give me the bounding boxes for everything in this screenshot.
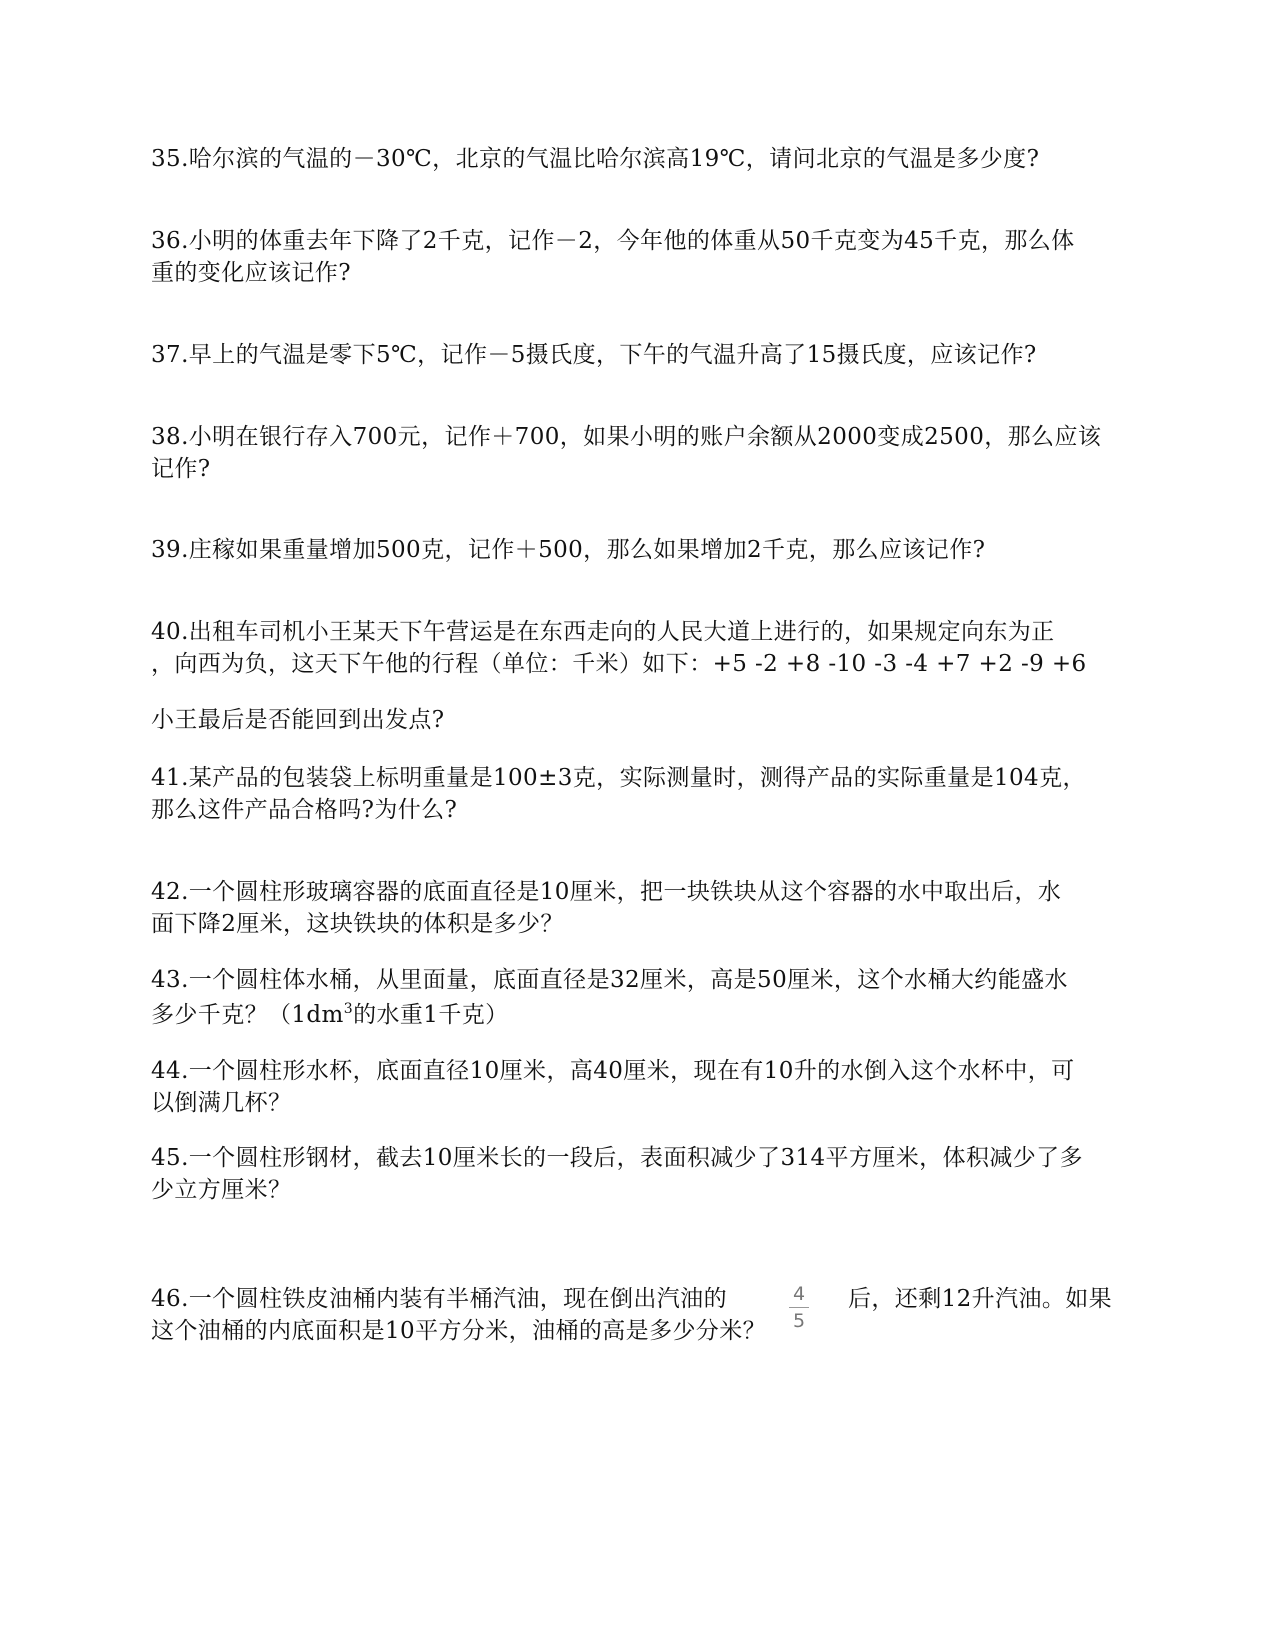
fraction-four-fifths [786,1283,812,1332]
question-40-line-2: ，向西为负，这天下午他的行程（单位：千米）如下：+5 -2 +8 -10 -3 -4 +7 +2 -9 +6 [151,651,1087,677]
question-42-line-1: 42.一个圆柱形玻璃容器的底面直径是10厘米，把一块铁块从这个容器的水中取出后，水 [151,879,1062,905]
question-36-line-2: 重的变化应该记作? [151,260,351,286]
question-44-line-2: 以倒满几杯？ [151,1090,292,1116]
question-41-line-2: 那么这件产品合格吗?为什么? [151,797,458,823]
question-35-line-1: 35.哈尔滨的气温的－30℃，北京的气温比哈尔滨高19℃，请问北京的气温是多少度? [151,146,1040,172]
question-45-line-2: 少立方厘米？ [151,1177,292,1203]
question-38-line-1: 38.小明在银行存入700元，记作＋700，如果小明的账户余额从2000变成2500，那么应该 [151,424,1102,450]
question-40-line-1: 40.出租车司机小王某天下午营运是在东西走向的人民大道上进行的，如果规定向东为正 [151,619,1055,645]
question-42-line-2: 面下降2厘米，这块铁块的体积是多少？ [151,911,564,937]
question-41-line-1: 41.某产品的包装袋上标明重量是100±3克，实际测量时，测得产品的实际重量是104克， [151,765,1086,791]
fraction-bar [789,1307,809,1308]
question-44-line-1: 44.一个圆柱形水杯，底面直径10厘米，高40厘米，现在有10升的水倒入这个水杯中，可 [151,1058,1075,1084]
question-46-line-2: 这个油桶的内底面积是10平方分米，油桶的高是多少分米？ [151,1318,767,1344]
question-43-line-2-part-a: 多少千克？（1dm [151,1002,344,1028]
question-40-line-3: 小王最后是否能回到出发点? [151,707,445,733]
question-37-line-1: 37.早上的气温是零下5℃，记作－5摄氏度，下午的气温升高了15摄氏度，应该记作? [151,342,1037,368]
question-46-line-1-part-b: 后，还剩12升汽油。如果 [848,1286,1113,1312]
fraction-denominator: 5 [792,1310,806,1332]
fraction-numerator: 4 [792,1283,806,1305]
question-38-line-2: 记作? [151,456,211,482]
question-36-line-1: 36.小明的体重去年下降了2千克，记作－2，今年他的体重从50千克变为45千克，那么体 [151,228,1075,254]
question-46-line-1-part-a: 46.一个圆柱铁皮油桶内装有半桶汽油，现在倒出汽油的 [151,1286,727,1312]
question-43-line-2-part-b: 的水重1千克） [353,1002,509,1028]
question-43-line-2 [151,999,509,1031]
question-43-line-1: 43.一个圆柱体水桶，从里面量，底面直径是32厘米，高是50厘米，这个水桶大约能盛水 [151,967,1068,993]
question-39-line-1: 39.庄稼如果重量增加500克，记作＋500，那么如果增加2千克，那么应该记作? [151,537,986,563]
question-45-line-1: 45.一个圆柱形钢材，截去10厘米长的一段后，表面积减少了314平方厘米，体积减少了多 [151,1145,1083,1171]
superscript-three: 3 [343,1001,354,1017]
